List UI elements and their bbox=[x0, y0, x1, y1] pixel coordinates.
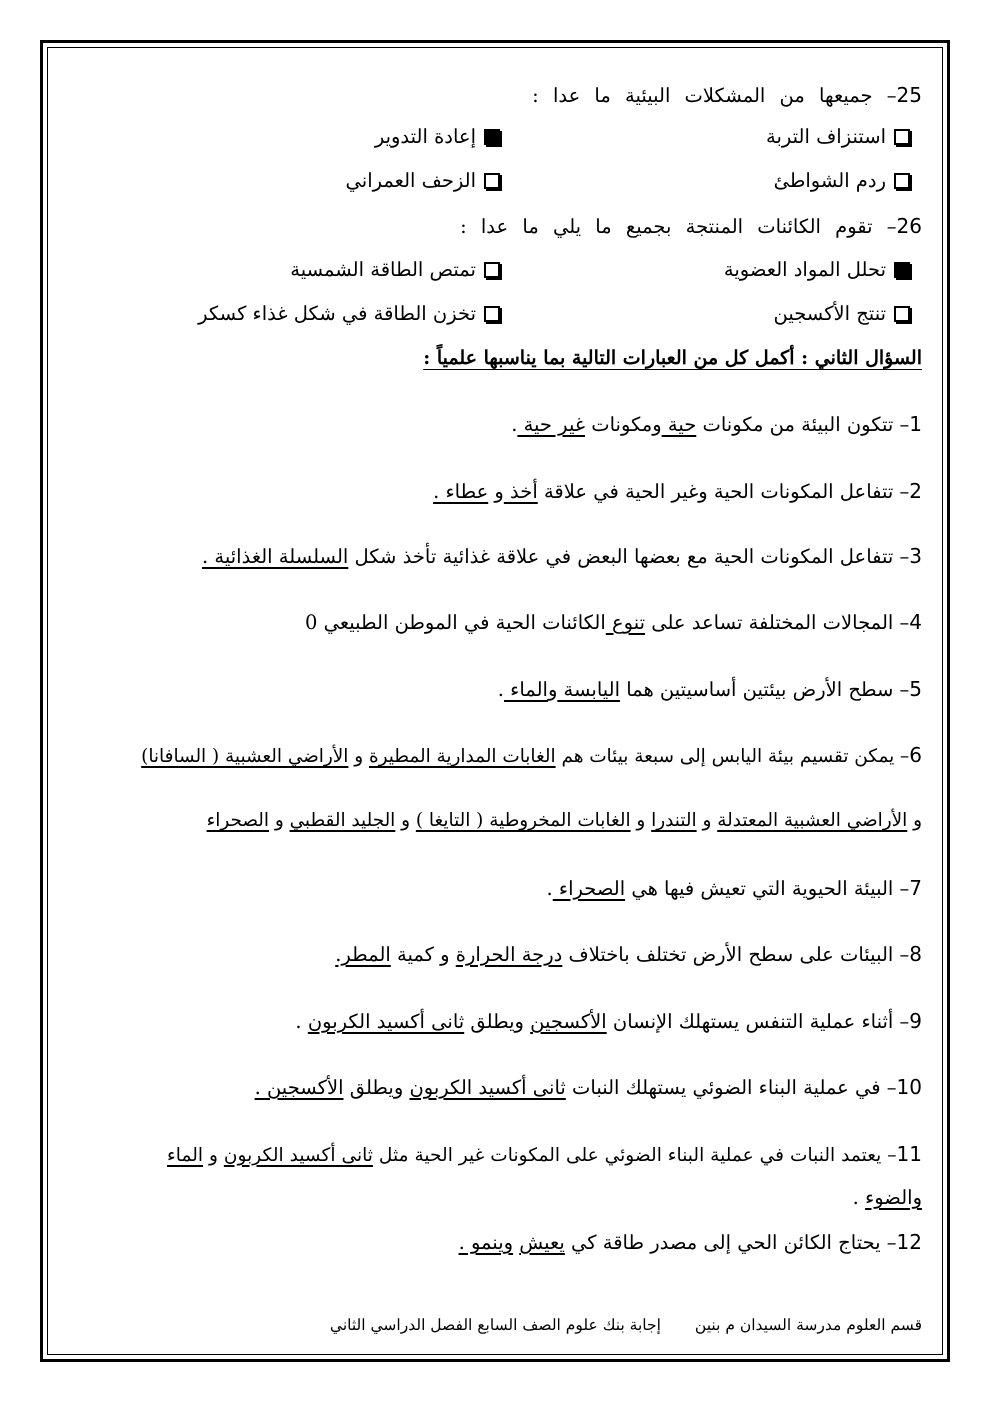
q26-option-3[interactable]: تنتج الأكسجين bbox=[773, 299, 910, 329]
item-8: 8– البيئات على سطح الأرض تختلف باختلاف درجة الحرارة و كمية المطر. bbox=[335, 942, 922, 966]
checkbox-icon[interactable] bbox=[484, 262, 500, 278]
q26-option-4[interactable]: تخزن الطاقة في شكل غذاء كسكر bbox=[198, 299, 500, 329]
q26-option-2[interactable]: تمتص الطاقة الشمسية bbox=[290, 255, 500, 285]
checked-box-icon[interactable] bbox=[484, 129, 500, 145]
q26-option-1[interactable]: تحلل المواد العضوية bbox=[724, 255, 910, 285]
checkbox-icon[interactable] bbox=[894, 129, 910, 145]
worksheet-content bbox=[60, 0, 922, 1403]
item-5: 5– سطح الأرض بيئتين أساسيتين هما اليابسة والماء . bbox=[497, 677, 922, 701]
q25-option-4[interactable]: الزحف العمراني bbox=[346, 166, 500, 196]
footer-department: قسم العلوم مدرسة السيدان م بنين bbox=[694, 1316, 922, 1334]
item-2: 2– تتفاعل المكونات الحية وغير الحية في علاقة أخذ و عطاء . bbox=[433, 479, 922, 503]
item-12: 12– يحتاج الكائن الحي إلى مصدر طاقة كي يعيش وينمو . bbox=[458, 1230, 922, 1254]
item-6: 6– يمكن تقسيم بيئة اليابس إلى سبعة بيئات هم الغابات المدارية المطيرة و الأراضي العشبية ( السافانا) bbox=[141, 743, 922, 767]
item-7: 7– البيئة الحيوية التي تعيش فيها هي الصحراء . bbox=[546, 876, 922, 900]
item-11-continued: والضوء . bbox=[852, 1186, 922, 1209]
footer-title: إجابة بنك علوم الصف السابع الفصل الدراسي الثاني bbox=[329, 1316, 661, 1334]
section-2-heading: السؤال الثاني : أكمل كل من العبارات التالية بما يناسبها علمياً : bbox=[423, 347, 922, 369]
item-4: 4– المجالات المختلفة تساعد على تنوع الكائنات الحية في الموطن الطبيعي 0 bbox=[304, 610, 922, 634]
item-11: 11– يعتمد النبات في عملية البناء الضوئي على المكونات غير الحية مثل ثانى أكسيد الكربون و الماء bbox=[167, 1142, 922, 1166]
item-10: 10– في عملية البناء الضوئي يستهلك النبات ثانى أكسيد الكربون ويطلق الأكسجين . bbox=[254, 1075, 922, 1099]
checked-box-icon[interactable] bbox=[894, 262, 910, 278]
item-9: 9– أثناء عملية التنفس يستهلك الإنسان الأكسجين ويطلق ثانى أكسيد الكربون . bbox=[295, 1009, 922, 1033]
checkbox-icon[interactable] bbox=[894, 173, 910, 189]
question-25: 25– جميعها من المشكلات البيئية ما عدا : bbox=[532, 83, 922, 107]
q25-option-3[interactable]: ردم الشواطئ bbox=[774, 166, 910, 196]
checkbox-icon[interactable] bbox=[484, 306, 500, 322]
item-1: 1– تتكون البيئة من مكونات حية ومكونات غير حية . bbox=[511, 412, 922, 436]
checkbox-icon[interactable] bbox=[894, 306, 910, 322]
checkbox-icon[interactable] bbox=[484, 173, 500, 189]
q25-option-2[interactable]: إعادة التدوير bbox=[375, 122, 500, 152]
item-3: 3– تتفاعل المكونات الحية مع بعضها البعض في علاقة غذائية تأخذ شكل السلسلة الغذائية . bbox=[202, 544, 922, 568]
item-6-continued: و الأراضي العشبية المعتدلة و التندرا و الغابات المخروطية ( التايغا ) و الجليد القطبي و الصحراء bbox=[206, 810, 922, 831]
question-26: 26– تقوم الكائنات المنتجة بجميع ما يلي ما عدا : bbox=[460, 214, 922, 238]
q25-option-1[interactable]: استنزاف التربة bbox=[766, 122, 910, 152]
footer bbox=[330, 1316, 922, 1334]
